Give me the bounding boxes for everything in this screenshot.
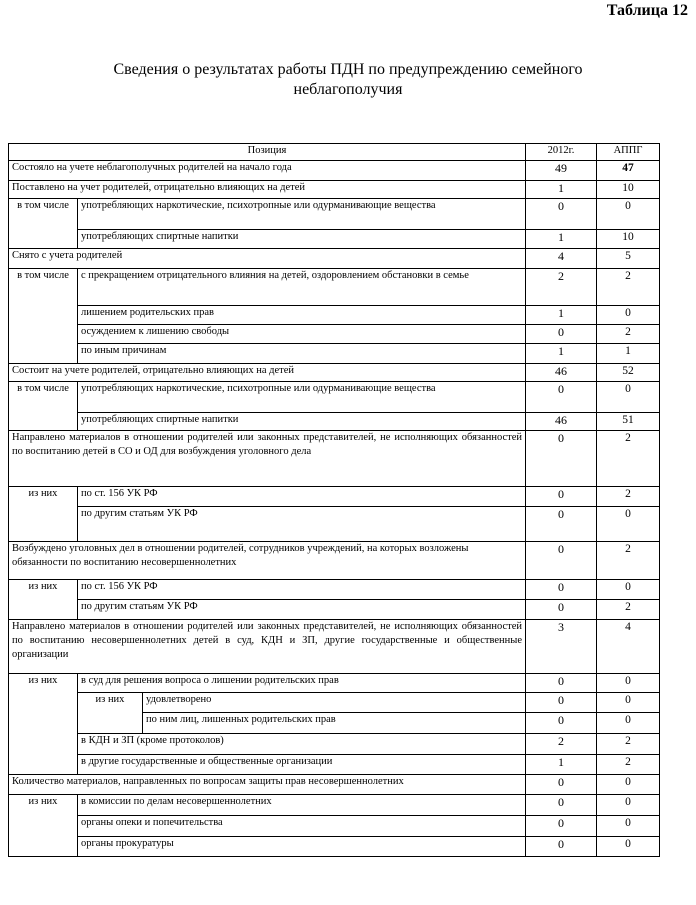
value-2012: 0 — [526, 693, 597, 713]
row-label: Количество материалов, направленных по вопросам защиты прав несовершеннолетних — [9, 775, 526, 795]
table-row — [9, 507, 660, 542]
value-appg: 0 — [597, 382, 660, 413]
row-label: Направлено материалов в отношении родителей или законных представителей, не исполняющих обязанностей по воспитанию несовершеннолетних детей в суд, КДН и ЗП, другие государственные и общественные организации — [9, 620, 526, 674]
table-row — [9, 487, 660, 507]
table-row — [9, 816, 660, 837]
row-label: лишением родительских прав — [78, 306, 526, 325]
value-2012: 46 — [526, 364, 597, 382]
table-row — [9, 249, 660, 269]
value-appg: 0 — [597, 306, 660, 325]
value-2012: 0 — [526, 837, 597, 857]
row-label: по иным причинам — [78, 344, 526, 364]
value-2012: 0 — [526, 713, 597, 734]
table-row — [9, 775, 660, 795]
row-label: по ст. 156 УК РФ — [78, 487, 526, 507]
value-appg: 0 — [597, 816, 660, 837]
title-line-2: неблагополучия — [293, 81, 403, 98]
row-label: органы прокуратуры — [78, 837, 526, 857]
value-2012: 0 — [526, 507, 597, 542]
value-2012: 0 — [526, 325, 597, 344]
of-them-label: из них — [9, 674, 78, 775]
table-row — [9, 230, 660, 249]
value-appg: 0 — [597, 693, 660, 713]
table-row — [9, 755, 660, 775]
table-row — [9, 325, 660, 344]
row-label: употребляющих спиртные напитки — [78, 230, 526, 249]
row-label: в другие государственные и общественные организации — [78, 755, 526, 775]
row-label: Поставлено на учет родителей, отрицательно влияющих на детей — [9, 181, 526, 199]
table-row — [9, 795, 660, 816]
row-label: Возбуждено уголовных дел в отношении родителей, сотрудников учреждений, на которых возложены обязанности по воспитанию несовершеннолетних — [9, 542, 526, 580]
table-row — [9, 431, 660, 487]
header-year: 2012г. — [526, 144, 597, 161]
value-appg: 51 — [597, 413, 660, 431]
table-row — [9, 734, 660, 755]
value-appg: 1 — [597, 344, 660, 364]
value-2012: 1 — [526, 344, 597, 364]
table-row — [9, 580, 660, 600]
of-them-sublabel: из них — [78, 693, 143, 734]
value-appg: 2 — [597, 269, 660, 306]
table-row — [9, 542, 660, 580]
table-header-row — [9, 144, 660, 161]
value-appg: 10 — [597, 181, 660, 199]
document-title — [0, 60, 696, 100]
row-label: употребляющих наркотические, психотропные или одурманивающие вещества — [78, 382, 526, 413]
row-label: Снято с учета родителей — [9, 249, 526, 269]
value-2012: 0 — [526, 600, 597, 620]
table-row — [9, 382, 660, 413]
value-2012: 1 — [526, 230, 597, 249]
value-2012: 3 — [526, 620, 597, 674]
table-row — [9, 693, 660, 713]
value-appg: 0 — [597, 674, 660, 693]
value-appg — [597, 161, 660, 181]
value-appg: 2 — [597, 755, 660, 775]
value-appg: 2 — [597, 431, 660, 487]
value-appg: 0 — [597, 837, 660, 857]
value-2012: 2 — [526, 269, 597, 306]
table-row — [9, 620, 660, 674]
value-appg: 2 — [597, 325, 660, 344]
value-2012: 0 — [526, 487, 597, 507]
value-appg: 2 — [597, 734, 660, 755]
value-appg: 0 — [597, 775, 660, 795]
value-appg: 2 — [597, 542, 660, 580]
in-total-label: в том числе — [9, 269, 78, 364]
value-2012: 0 — [526, 382, 597, 413]
table-row — [9, 674, 660, 693]
row-label: в суд для решения вопроса о лишении родительских прав — [78, 674, 526, 693]
table-row — [9, 199, 660, 230]
table-row — [9, 413, 660, 431]
value-2012: 2 — [526, 734, 597, 755]
value-2012: 1 — [526, 755, 597, 775]
row-label: по ним лиц, лишенных родительских прав — [143, 713, 526, 734]
value-2012: 4 — [526, 249, 597, 269]
value-appg: 52 — [597, 364, 660, 382]
header-appg: АППГ — [597, 144, 660, 161]
value-appg: 2 — [597, 487, 660, 507]
row-label: удовлетворено — [143, 693, 526, 713]
value-2012: 0 — [526, 816, 597, 837]
table-row — [9, 344, 660, 364]
row-label: Состояло на учете неблагополучных родителей на начало года — [9, 161, 526, 181]
row-label: в КДН и ЗП (кроме протоколов) — [78, 734, 526, 755]
value-2012: 0 — [526, 674, 597, 693]
value-2012: 49 — [526, 161, 597, 181]
header-position: Позиция — [9, 144, 526, 161]
table-row — [9, 306, 660, 325]
row-label: органы опеки и попечительства — [78, 816, 526, 837]
row-label: употребляющих спиртные напитки — [78, 413, 526, 431]
value-appg: 0 — [597, 580, 660, 600]
value-2012: 0 — [526, 199, 597, 230]
title-line-1: Сведения о результатах работы ПДН по предупреждению семейного — [113, 61, 583, 78]
table-row — [9, 600, 660, 620]
value-appg-bold: 47 — [622, 162, 634, 174]
value-appg: 0 — [597, 713, 660, 734]
row-label: по ст. 156 УК РФ — [78, 580, 526, 600]
report-table — [8, 143, 660, 857]
value-appg: 4 — [597, 620, 660, 674]
value-appg: 0 — [597, 507, 660, 542]
value-2012: 46 — [526, 413, 597, 431]
value-appg: 2 — [597, 600, 660, 620]
table-number: Таблица 12 — [606, 2, 688, 19]
value-2012: 0 — [526, 795, 597, 816]
value-appg: 0 — [597, 199, 660, 230]
value-appg: 0 — [597, 795, 660, 816]
value-2012: 0 — [526, 580, 597, 600]
row-label: Состоит на учете родителей, отрицательно влияющих на детей — [9, 364, 526, 382]
in-total-label: в том числе — [9, 199, 78, 249]
value-2012: 1 — [526, 181, 597, 199]
row-label: употребляющих наркотические, психотропные или одурманивающие вещества — [78, 199, 526, 230]
table-row — [9, 837, 660, 857]
of-them-label: из них — [9, 580, 78, 620]
row-label: по другим статьям УК РФ — [78, 600, 526, 620]
value-2012: 1 — [526, 306, 597, 325]
row-label: по другим статьям УК РФ — [78, 507, 526, 542]
table-row — [9, 161, 660, 181]
table-row — [9, 364, 660, 382]
row-label: Направлено материалов в отношении родителей или законных представителей, не исполняющих обязанностей по воспитанию детей в СО и ОД для возбуждения уголовного дела — [9, 431, 526, 487]
value-appg: 5 — [597, 249, 660, 269]
value-appg: 10 — [597, 230, 660, 249]
value-2012: 0 — [526, 431, 597, 487]
of-them-label: из них — [9, 795, 78, 857]
table-row — [9, 181, 660, 199]
value-2012: 0 — [526, 542, 597, 580]
value-2012: 0 — [526, 775, 597, 795]
row-label: с прекращением отрицательного влияния на детей, оздоровлением обстановки в семье — [78, 269, 526, 306]
table-row — [9, 269, 660, 306]
row-label: в комиссии по делам несовершеннолетних — [78, 795, 526, 816]
of-them-label: из них — [9, 487, 78, 542]
in-total-label: в том числе — [9, 382, 78, 431]
row-label: осуждением к лишению свободы — [78, 325, 526, 344]
